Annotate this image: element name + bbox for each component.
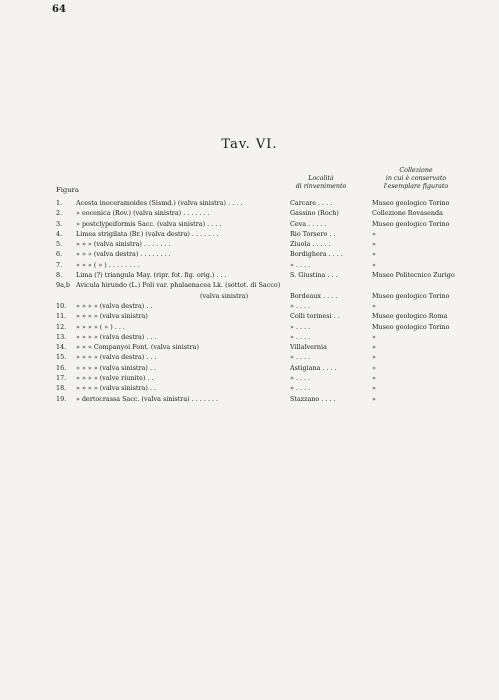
species-description: Avicula hirundo (L.) Poli var. phalaenacea Lk. (sottot. di Sacco): [76, 281, 281, 290]
figure-number: 14.: [56, 343, 67, 352]
table-row: [0, 270, 499, 280]
collection-cell: »: [372, 363, 376, 372]
locality-cell: Colli torinesi . .: [290, 312, 340, 321]
table-row: [0, 322, 499, 332]
collection-cell: »: [372, 229, 376, 238]
species-description: » » » » ( » ) . . .: [76, 322, 125, 331]
collection-cell: Museo geologico Torino: [372, 291, 450, 300]
table-row: [0, 352, 499, 362]
locality-cell: » . . . .: [290, 301, 311, 310]
locality-cell: Ziuola . . . . .: [290, 240, 331, 249]
figure-number: 2.: [56, 209, 63, 218]
locality-cell: » . . . .: [290, 322, 311, 331]
species-description: Limea strigilata (Br.) (valva destra) . . . . . . .: [76, 229, 219, 238]
locality-cell: Astigiana . . . .: [290, 363, 337, 372]
collection-cell: »: [372, 353, 376, 362]
plate-legend-table: [0, 198, 499, 404]
species-description: » » » (valva destra) . . . . . . . .: [76, 250, 171, 259]
figure-number: 3.: [56, 219, 63, 228]
table-row: [0, 198, 499, 208]
figure-column-header: Figura: [56, 186, 79, 194]
table-row: [0, 219, 499, 229]
locality-column-header: Località di rinvenimento: [295, 175, 347, 190]
figure-number: 11.: [56, 312, 67, 321]
table-row: [0, 249, 499, 259]
collection-cell: »: [372, 394, 376, 403]
collection-cell: »: [372, 384, 376, 393]
locality-cell: S. Giustina . . .: [290, 271, 338, 280]
species-description: » » » ( » ) . . . . . . . .: [76, 260, 140, 269]
figure-number: 10.: [56, 301, 67, 310]
locality-cell: Gassino (Roch): [290, 209, 339, 218]
species-description: » » » Companyoi Font. (valva sinistra): [76, 343, 199, 352]
collection-cell: »: [372, 260, 376, 269]
species-description: » postclypeiformis Sacc. (valva sinistra) . . . .: [76, 219, 222, 228]
collection-cell: Museo geologico Torino: [372, 322, 450, 331]
plate-title: Tav. VI.: [221, 137, 278, 152]
table-row: [0, 363, 499, 373]
figure-number: 5.: [56, 240, 63, 249]
table-row: [0, 291, 499, 301]
locality-cell: Bordighera . . . .: [290, 250, 343, 259]
species-description: Acesta inoceramoides (Sismd.) (valva sinistra) . . . .: [76, 199, 243, 207]
locality-cell: Rio Torsero . .: [290, 229, 336, 238]
collection-column-header: Collezione in cui è conservato l'esemplare figurato: [383, 167, 449, 190]
figure-number: 8.: [56, 271, 63, 280]
collection-cell: Museo geologico Roma: [372, 312, 448, 321]
figure-number: 7.: [56, 260, 63, 269]
collection-cell: Museo Politecnico Zurigo: [372, 271, 455, 280]
species-description: » » » » (valva sinistra) . .: [76, 363, 156, 372]
species-description: Lima (?) triangula May. (ripr. fot. fig. orig.) . . .: [76, 271, 227, 280]
collection-cell: »: [372, 343, 376, 352]
table-row: [0, 394, 499, 404]
collection-cell: »: [372, 240, 376, 249]
figure-number: 18.: [56, 384, 67, 393]
locality-cell: Bordeaux . . . .: [290, 291, 338, 300]
table-row: [0, 311, 499, 321]
species-description: (valva sinistra): [200, 291, 249, 300]
locality-cell: Villalvernia: [290, 343, 327, 352]
figure-number: 15.: [56, 353, 67, 362]
species-description: » » » » (valva destra) . . .: [76, 353, 157, 362]
figure-number: 6.: [56, 250, 63, 259]
locality-cell: Carcare . . . .: [290, 199, 333, 207]
table-row: [0, 280, 499, 290]
locality-cell: » . . . .: [290, 353, 311, 362]
locality-cell: » . . . .: [290, 332, 311, 341]
species-description: » dertocrassa Sacc. (valva sinistra) . . . . . . .: [76, 394, 219, 403]
collection-cell: »: [372, 374, 376, 383]
species-description: » » » » (valva destra) . .: [76, 301, 153, 310]
table-row: [0, 208, 499, 218]
collection-cell: »: [372, 301, 376, 310]
figure-number: 16.: [56, 363, 67, 372]
table-row: [0, 332, 499, 342]
table-row: [0, 301, 499, 311]
figure-number: 4.: [56, 229, 63, 238]
species-description: » » » » (valva sinistra): [76, 312, 148, 321]
locality-cell: » . . . .: [290, 374, 311, 383]
figure-number: 9a,b: [56, 281, 70, 290]
figure-number: 1.: [56, 199, 63, 207]
figure-number: 17.: [56, 374, 67, 383]
species-description: » » » (valva sinistra) . . . . . . .: [76, 240, 171, 249]
table-row: [0, 239, 499, 249]
table-row: [0, 373, 499, 383]
locality-cell: » . . . .: [290, 260, 311, 269]
locality-cell: » . . . .: [290, 384, 311, 393]
figure-number: 13.: [56, 332, 67, 341]
collection-cell: Museo geologico Torino: [372, 199, 450, 207]
species-description: » » » » (valva destra) . . .: [76, 332, 157, 341]
figure-number: 19.: [56, 394, 67, 403]
species-description: » » » » (valva sinistra) . .: [76, 384, 156, 393]
locality-cell: Stazzano . . . .: [290, 394, 336, 403]
page-number: 64: [52, 4, 66, 15]
table-row: [0, 229, 499, 239]
species-description: » eocenica (Rov.) (valva sinistra) . . . . . . .: [76, 209, 210, 218]
locality-cell: Ceva . . . . .: [290, 219, 327, 228]
collection-cell: Museo geologico Torino: [372, 219, 450, 228]
table-row: [0, 383, 499, 393]
table-row: [0, 342, 499, 352]
collection-cell: »: [372, 250, 376, 259]
table-row: [0, 260, 499, 270]
species-description: » » » » (valve riunite) . .: [76, 374, 154, 383]
collection-cell: »: [372, 332, 376, 341]
figure-number: 12.: [56, 322, 67, 331]
collection-cell: Collezione Rovasenda: [372, 209, 443, 218]
